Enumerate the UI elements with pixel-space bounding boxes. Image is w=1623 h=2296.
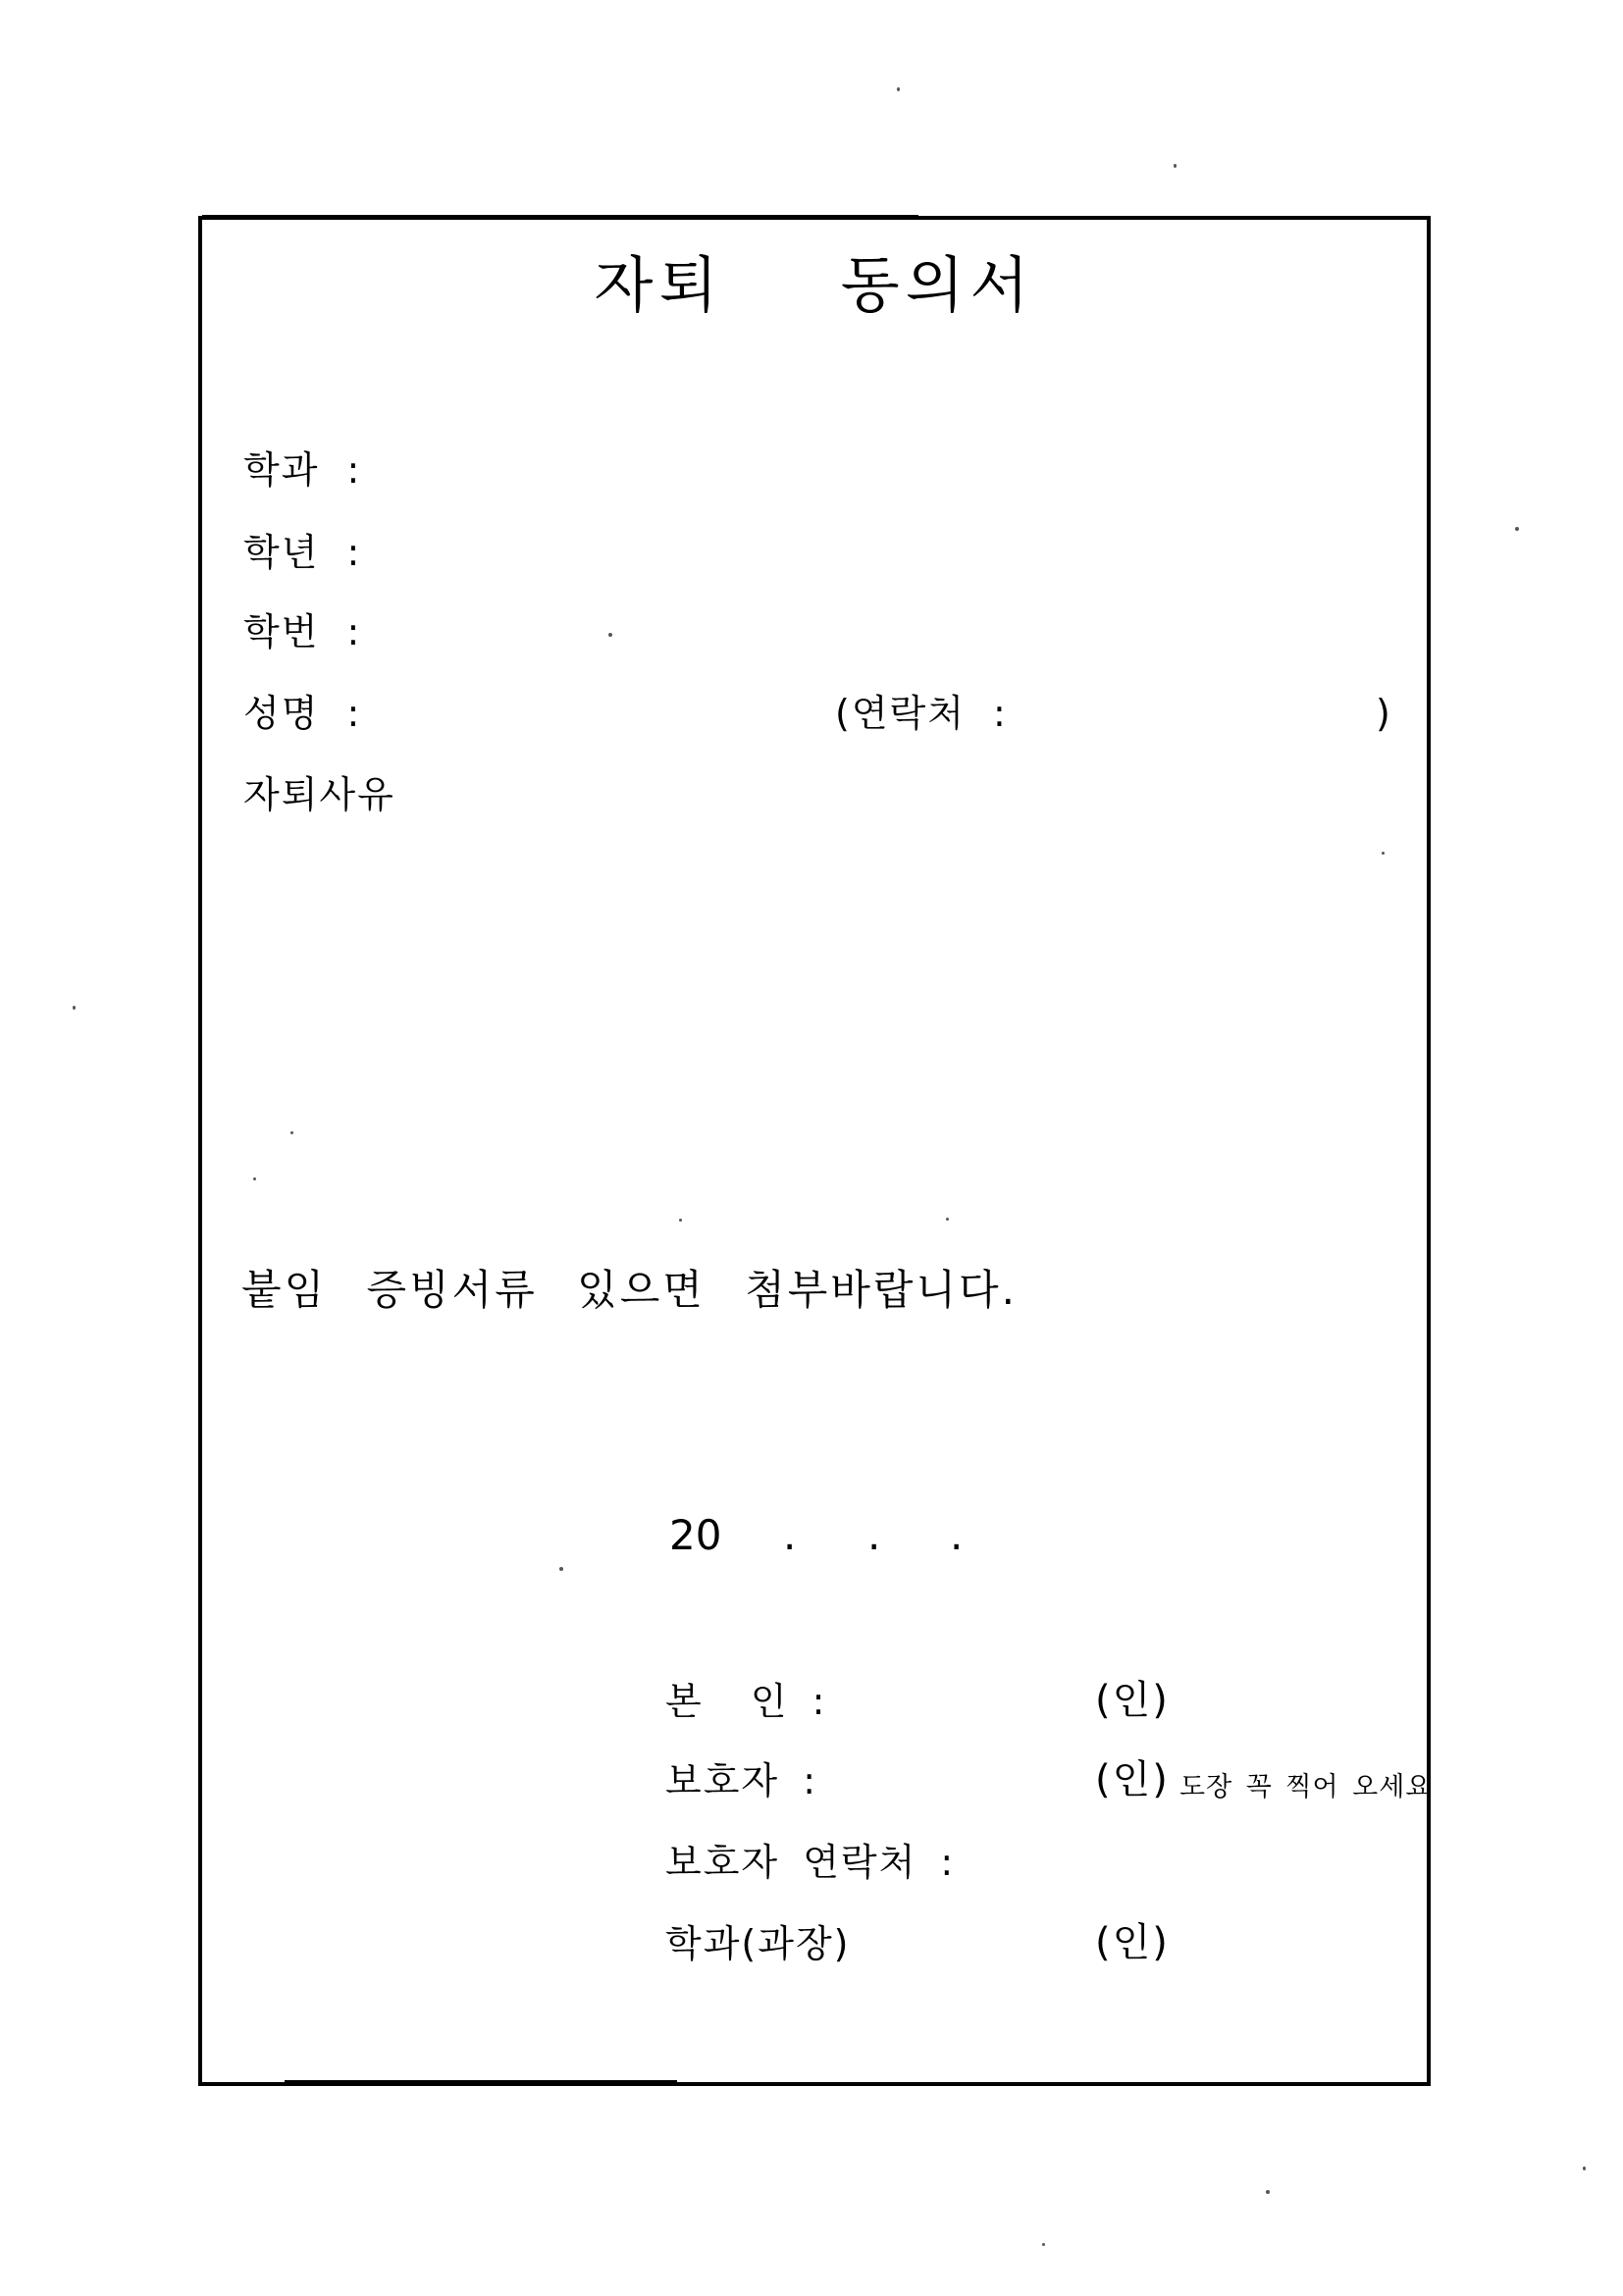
signature-label-guardian: 보호자 : (665, 1759, 818, 1802)
scan-noise-dot (73, 1006, 76, 1010)
date-year-prefix: 20 (669, 1511, 722, 1559)
scan-artifact (202, 215, 918, 220)
scan-noise-dot (559, 1567, 563, 1571)
form-border-box (198, 216, 1431, 2086)
field-label-withdrawal-reason: 자퇴사유 (243, 773, 395, 816)
scan-noise-dot (1583, 2166, 1586, 2170)
scan-noise-dot (290, 1131, 293, 1134)
date-separator-dot: . (867, 1511, 881, 1559)
scan-noise-dot (1266, 2190, 1270, 2194)
contact-label-close-paren: ) (1376, 692, 1390, 735)
scan-noise-dot (946, 1218, 949, 1221)
scan-artifact (285, 2080, 677, 2084)
seal-placeholder-guardian: (인) (1095, 1757, 1170, 1802)
field-label-student-id: 학번 : (243, 610, 362, 653)
form-title: 자퇴 동의서 (594, 249, 1035, 321)
date-separator-dot: . (783, 1511, 797, 1559)
scan-noise-dot (253, 1177, 256, 1180)
scan-noise-dot (1515, 527, 1519, 531)
field-label-grade: 학년 : (243, 531, 362, 574)
field-label-name: 성명 : (243, 692, 362, 735)
scan-noise-dot (1382, 852, 1385, 855)
date-separator-dot: . (950, 1511, 964, 1559)
field-label-department: 학과 : (243, 448, 362, 492)
attachment-note: 붙임 증빙서류 있으면 첨부바랍니다. (241, 1266, 1018, 1314)
stamp-reminder-note: 도장 꼭 찍어 오세요 (1179, 1772, 1433, 1802)
seal-placeholder-department-head: (인) (1095, 1920, 1170, 1965)
scan-noise-dot (1174, 164, 1177, 168)
signature-label-guardian-contact: 보호자 연락처 : (665, 1841, 956, 1884)
scan-noise-dot (897, 87, 900, 91)
scan-noise-dot (679, 1219, 682, 1222)
contact-label-open: (연락처 : (835, 692, 1008, 735)
signature-label-self: 본 인 : (665, 1680, 827, 1723)
scan-noise-dot (1042, 2243, 1045, 2246)
scan-noise-dot (608, 633, 612, 637)
seal-placeholder-self: (인) (1095, 1678, 1170, 1723)
signature-label-department-head: 학과(과장) (665, 1922, 851, 1965)
